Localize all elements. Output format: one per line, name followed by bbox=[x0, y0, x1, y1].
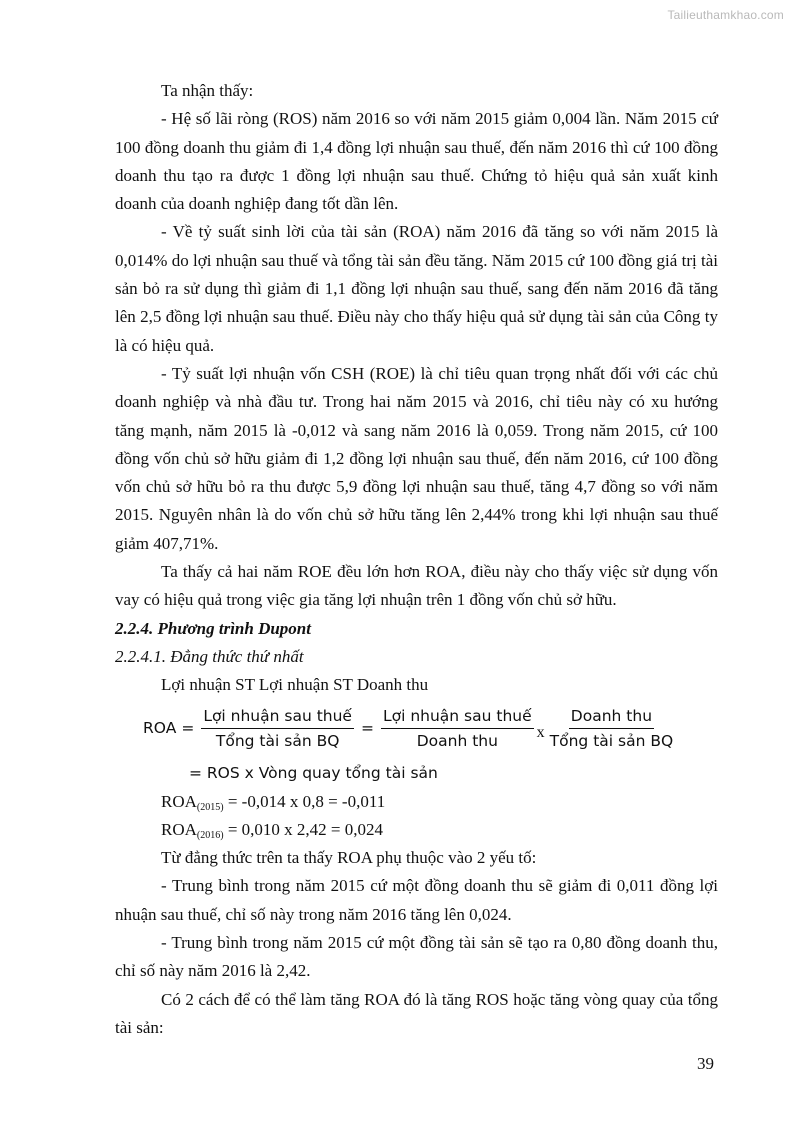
fraction-2 bbox=[381, 705, 534, 752]
fraction-3-denominator: Tổng tài sản BQ bbox=[549, 732, 674, 751]
factor-2: - Trung bình trong năm 2015 cứ một đồng tài sản sẽ tạo ra 0,80 đồng doanh thu, chỉ số này năm 2016 là 2,42. bbox=[115, 933, 718, 981]
roa-label: ROA bbox=[161, 791, 197, 811]
document-body bbox=[115, 77, 718, 1042]
roa-2015-line bbox=[115, 788, 718, 816]
formula-line-2: = ROS x Vòng quay tổng tài sản bbox=[189, 763, 438, 782]
intro-text: Ta nhận thấy: bbox=[161, 81, 254, 100]
formula-lhs: ROA bbox=[143, 719, 177, 738]
roa-subscript: (2015) bbox=[196, 801, 224, 813]
paragraph-roa: - Về tỷ suất sinh lời của tài sản (ROA) năm 2016 đã tăng so với năm 2015 là 0,014% do lợi nhuận sau thuế và tổng tài sản đều tăng. Năm 2015 cứ 100 đồng giá trị tài sản bỏ ra sử dụng thì giảm đi 1,1 đồng lợi nhuận sau thuế, sang đến năm 2016 đã tăng lên 2,5 đồng lợi nhuận sau thuế. Điều này cho thấy hiệu quả sử dụng tài sản của Công ty là có hiệu quả. bbox=[115, 222, 718, 355]
times-sign: x bbox=[536, 724, 545, 742]
fraction-1-numerator: Lợi nhuận sau thuế bbox=[201, 705, 354, 729]
equals-sign: = bbox=[181, 719, 195, 738]
fraction-2-numerator: Lợi nhuận sau thuế bbox=[381, 705, 534, 729]
formula-caption: Lợi nhuận ST Lợi nhuận ST Doanh thu bbox=[161, 675, 429, 695]
paragraph-conclusion: Ta thấy cả hai năm ROE đều lớn hơn ROA, điều này cho thấy việc sử dụng vốn vay có hiệu quả trong việc gia tăng lợi nhuận trên 1 đồng vốn chủ sở hữu. bbox=[115, 562, 718, 610]
section-heading: 2.2.4. Phương trình Dupont bbox=[115, 618, 311, 638]
roa-expression: = 0,010 x 2,42 = 0,024 bbox=[223, 819, 384, 839]
roa-expression: = -0,014 x 0,8 = -0,011 bbox=[223, 791, 386, 811]
fraction-3-numerator: Doanh thu bbox=[569, 705, 654, 729]
paragraph-roe: - Tỷ suất lợi nhuận vốn CSH (ROE) là chỉ tiêu quan trọng nhất đối với các chủ doanh nghiệp và nhà đầu tư. Trong hai năm 2015 và 2016, chỉ tiêu này có xu hướng tăng mạnh, năm 2015 là -0,012 và sang năm 2016 là 0,059. Trong năm 2015, cứ 100 đồng vốn chủ sở hữu giảm đi 1,2 đồng lợi nhuận sau thuế, đến năm 2016, cứ 100 đồng vốn chủ sở hữu bỏ ra thu được 5,9 đồng lợi nhuận sau thuế, tăng 4,7 đồng so với năm 2015. Nguyên nhân là do vốn chủ sở hữu tăng lên 2,44% trong khi lợi nhuận sau thuế giảm 407,71%. bbox=[115, 363, 718, 553]
subsection-heading: 2.2.4.1. Đẳng thức thứ nhất bbox=[115, 646, 304, 666]
fraction-1-denominator: Tổng tài sản BQ bbox=[215, 732, 340, 751]
watermark: Tailieuthamkhao.com bbox=[667, 8, 784, 22]
factors-intro: Từ đẳng thức trên ta thấy ROA phụ thuộc vào 2 yếu tố: bbox=[161, 848, 537, 868]
roa-2016-line bbox=[115, 816, 718, 844]
paragraph-ros: - Hệ số lãi ròng (ROS) năm 2016 so với năm 2015 giảm 0,004 lần. Năm 2015 cứ 100 đồng doanh thu giảm đi 1,4 đồng lợi nhuận sau thuế, đến năm 2016 thì cứ 100 đồng doanh thu tạo ra được 1 đồng lợi nhuận sau thuế. Chứng tỏ hiệu quả sản xuất kinh doanh của doanh nghiệp đang tốt dần lên. bbox=[115, 109, 718, 214]
closing-paragraph: Có 2 cách để có thể làm tăng ROA đó là tăng ROS hoặc tăng vòng quay của tổng tài sản: bbox=[115, 989, 718, 1037]
fraction-1 bbox=[201, 705, 354, 752]
factor-1: - Trung bình trong năm 2015 cứ một đồng doanh thu sẽ giảm đi 0,011 đồng lợi nhuận sau thuế, chỉ số này trong năm 2016 tăng lên 0,024. bbox=[115, 876, 718, 924]
equals-sign: = bbox=[360, 719, 374, 738]
fraction-3 bbox=[548, 705, 676, 752]
dupont-formula bbox=[143, 700, 718, 758]
page-number: 39 bbox=[697, 1054, 714, 1073]
roa-label: ROA bbox=[161, 819, 197, 839]
fraction-2-denominator: Doanh thu bbox=[416, 732, 498, 751]
roa-subscript: (2016) bbox=[196, 829, 224, 841]
